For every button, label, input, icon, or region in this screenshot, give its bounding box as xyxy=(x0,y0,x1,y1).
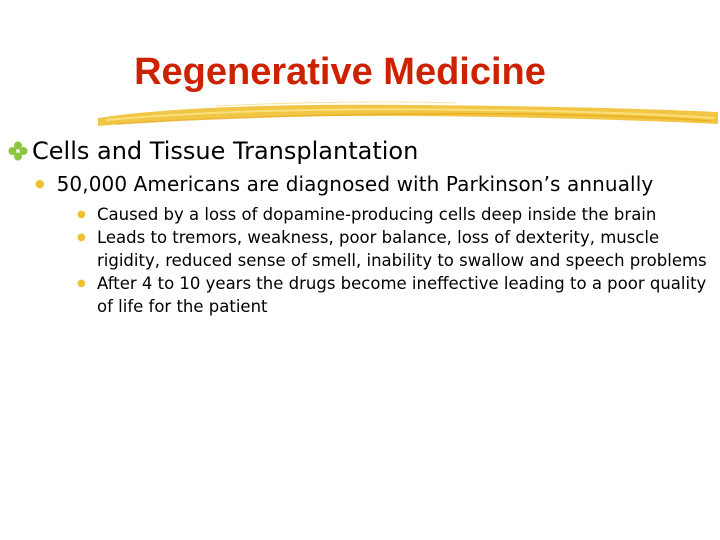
level3-item xyxy=(77,272,707,318)
diamond-bullet-icon xyxy=(8,141,28,161)
dot-bullet-icon: ● xyxy=(77,278,86,289)
level2-text: 50,000 Americans are diagnosed with Parkinson’s annually xyxy=(56,172,654,196)
dot-bullet-icon: ● xyxy=(77,232,86,243)
level3-list xyxy=(77,203,707,318)
level1-bullet xyxy=(8,136,418,166)
level1-text: Cells and Tissue Transplantation xyxy=(32,137,419,165)
level2-bullet xyxy=(35,170,653,198)
dot-bullet-icon: ● xyxy=(77,209,86,220)
level3-item xyxy=(77,226,707,272)
level3-text: After 4 to 10 years the drugs become ineffective leading to a poor quality of life for the patient xyxy=(97,274,707,316)
level3-text: Leads to tremors, weakness, poor balance, loss of dexterity, muscle rigidity, reduced sense of smell, inability to swallow and speech problems xyxy=(97,228,707,270)
dot-bullet-icon: ● xyxy=(35,177,45,190)
title-underline-brushstroke xyxy=(96,96,720,136)
level3-item xyxy=(77,203,707,226)
level3-text: Caused by a loss of dopamine-producing cells deep inside the brain xyxy=(97,205,657,224)
slide-title: Regenerative Medicine xyxy=(134,51,546,93)
